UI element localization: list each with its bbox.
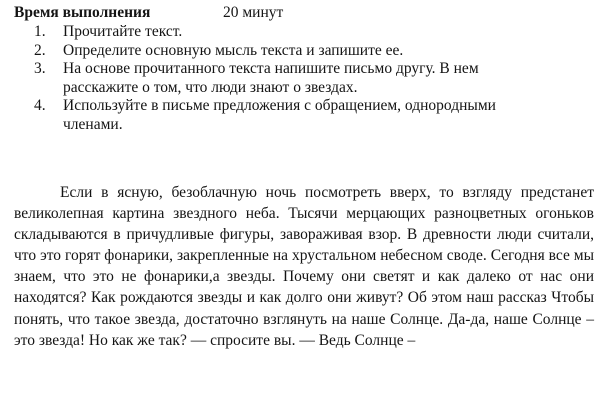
task-text: На основе прочитанного текста напишите письмо другу. В нем расскажите о том, что люди знают о звездах. [63, 60, 479, 96]
task-item [34, 97, 554, 134]
duration-label: Время выполнения [14, 4, 151, 21]
task-number: 3. [34, 60, 46, 78]
task-item [34, 23, 554, 42]
task-text: Определите основную мысль текста и запишите ее. [63, 41, 404, 59]
task-list [34, 23, 554, 135]
duration-value: 20 минут [223, 4, 284, 21]
assignment-header [14, 4, 284, 22]
task-item [34, 42, 554, 61]
task-number: 4. [34, 97, 46, 115]
task-item [34, 60, 554, 97]
task-number: 1. [34, 23, 46, 40]
reading-passage: Если в ясную, безоблачную ночь посмотреть вверх, то взгляду предстанет великолепная картина звездного неба. Тысячи мерцающих разноцветных огоньков складываются в причудливые фигуры, завораживая взор. В древности люди считали, что это горят фонарики, закрепленные на хрустальном небесном своде. Сегодня все мы знаем, что это не фонарики,а звезды. Почему они светят и как далеко от нас они находятся? Как рождаются звезды и как долго они живут? Об этом наш рассказ Чтобы понять, что такое звезда, достаточно взглянуть на наше Солнце. Да-да, наше Солнце – это звезда! Но как же так? — спросите вы. — Ведь Солнце – [14, 184, 594, 349]
task-text: Используйте в письме предложения с обращением, однородными членами. [63, 97, 496, 133]
task-number: 2. [34, 41, 46, 59]
task-text: Прочитайте текст. [63, 23, 183, 40]
